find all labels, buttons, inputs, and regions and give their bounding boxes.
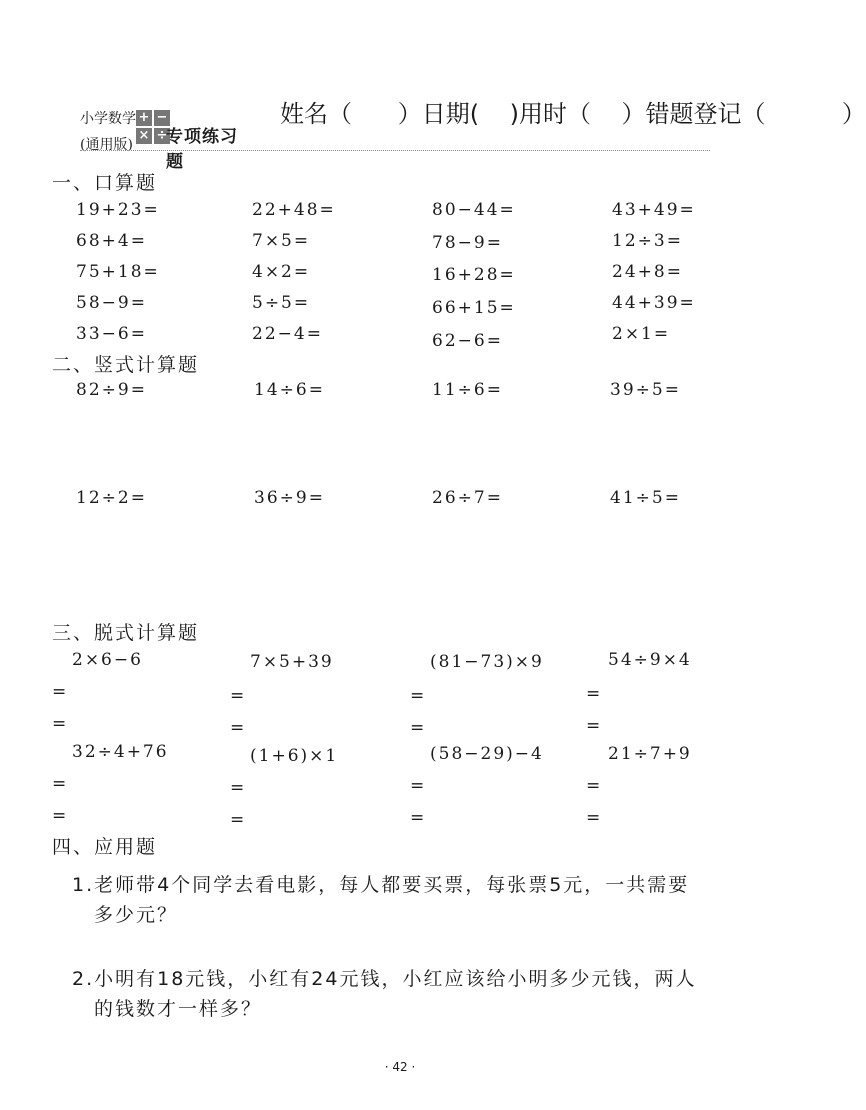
worksheet-logo bbox=[80, 108, 250, 172]
word-problem-2-line1: 2.小明有18元钱，小红有24元钱，小红应该给小明多少元钱，两人 bbox=[72, 968, 697, 990]
equals-sign: = bbox=[230, 810, 245, 830]
stepwise-expression: 2×6−6 bbox=[72, 650, 143, 670]
word-problem-1-line1: 1.老师带4个同学去看电影，每人都要买票，每张票5元，一共需要 bbox=[72, 874, 690, 896]
vertical-item: 12÷2= bbox=[76, 488, 147, 508]
stepwise-expression: 7×5+39 bbox=[250, 652, 334, 672]
stepwise-expression: 54÷9×4 bbox=[608, 650, 692, 670]
header-divider bbox=[80, 150, 710, 151]
oral-item: 78−9= bbox=[432, 233, 503, 253]
oral-item: 33−6= bbox=[76, 324, 147, 344]
vertical-item: 26÷7= bbox=[432, 488, 503, 508]
vertical-item: 36÷9= bbox=[254, 488, 325, 508]
divide-icon: ÷ bbox=[154, 128, 170, 144]
oral-item: 66+15= bbox=[432, 298, 516, 318]
oral-item: 19+23= bbox=[76, 200, 160, 220]
student-info-fields: 姓名（ ）日期( )用时（ ）错题登记（ ） bbox=[280, 100, 866, 128]
equals-sign: = bbox=[52, 774, 67, 794]
vertical-item: 11÷6= bbox=[432, 380, 503, 400]
oral-item: 43+49= bbox=[612, 200, 696, 220]
oral-item: 62−6= bbox=[432, 331, 503, 351]
equals-sign: = bbox=[410, 718, 425, 738]
page-number: · 42 · bbox=[384, 1060, 416, 1074]
oral-item: 22+48= bbox=[252, 200, 336, 220]
vertical-item: 39÷5= bbox=[610, 380, 681, 400]
oral-item: 12÷3= bbox=[612, 231, 683, 251]
oral-item: 44+39= bbox=[612, 293, 696, 313]
oral-item: 16+28= bbox=[432, 265, 516, 285]
word-problem-2-line2: 的钱数才一样多？ bbox=[94, 998, 263, 1020]
equals-sign: = bbox=[586, 776, 601, 796]
plus-icon: + bbox=[136, 110, 152, 126]
section-vertical-title: 二、竖式计算题 bbox=[52, 354, 200, 376]
oral-item: 24+8= bbox=[612, 262, 683, 282]
section-word-problems-title: 四、应用题 bbox=[52, 836, 158, 858]
equals-sign: = bbox=[230, 686, 245, 706]
oral-item: 68+4= bbox=[76, 231, 147, 251]
stepwise-expression: (1+6)×1 bbox=[250, 746, 339, 766]
logo-line2: (通用版) bbox=[80, 137, 133, 153]
oral-item: 75+18= bbox=[76, 262, 160, 282]
vertical-item: 41÷5= bbox=[610, 488, 681, 508]
logo-topic: 专项练习题 bbox=[166, 127, 238, 172]
stepwise-expression: 32÷4+76 bbox=[72, 742, 169, 762]
equals-sign: = bbox=[230, 778, 245, 798]
equals-sign: = bbox=[52, 682, 67, 702]
equals-sign: = bbox=[410, 808, 425, 828]
oral-item: 2×1= bbox=[612, 324, 671, 344]
equals-sign: = bbox=[52, 806, 67, 826]
oral-item: 22−4= bbox=[252, 324, 323, 344]
vertical-item: 82÷9= bbox=[76, 380, 147, 400]
stepwise-expression: 21÷7+9 bbox=[608, 744, 692, 764]
equals-sign: = bbox=[410, 776, 425, 796]
minus-icon: − bbox=[154, 110, 170, 126]
equals-sign: = bbox=[230, 718, 245, 738]
stepwise-expression: (58−29)−4 bbox=[430, 744, 544, 764]
oral-item: 7×5= bbox=[252, 231, 311, 251]
stepwise-expression: (81−73)×9 bbox=[430, 652, 544, 672]
equals-sign: = bbox=[52, 714, 67, 734]
oral-item: 4×2= bbox=[252, 262, 311, 282]
oral-item: 5÷5= bbox=[252, 293, 311, 313]
oral-item: 80−44= bbox=[432, 200, 516, 220]
word-problem-1-line2: 多少元？ bbox=[94, 904, 179, 926]
times-icon: × bbox=[136, 128, 152, 144]
equals-sign: = bbox=[586, 808, 601, 828]
oral-item: 58−9= bbox=[76, 293, 147, 313]
vertical-item: 14÷6= bbox=[254, 380, 325, 400]
section-oral-title: 一、口算题 bbox=[52, 172, 158, 194]
equals-sign: = bbox=[410, 686, 425, 706]
logo-line1: 小学数学 bbox=[80, 111, 136, 127]
section-stepwise-title: 三、脱式计算题 bbox=[52, 622, 200, 644]
equals-sign: = bbox=[586, 684, 601, 704]
equals-sign: = bbox=[586, 716, 601, 736]
